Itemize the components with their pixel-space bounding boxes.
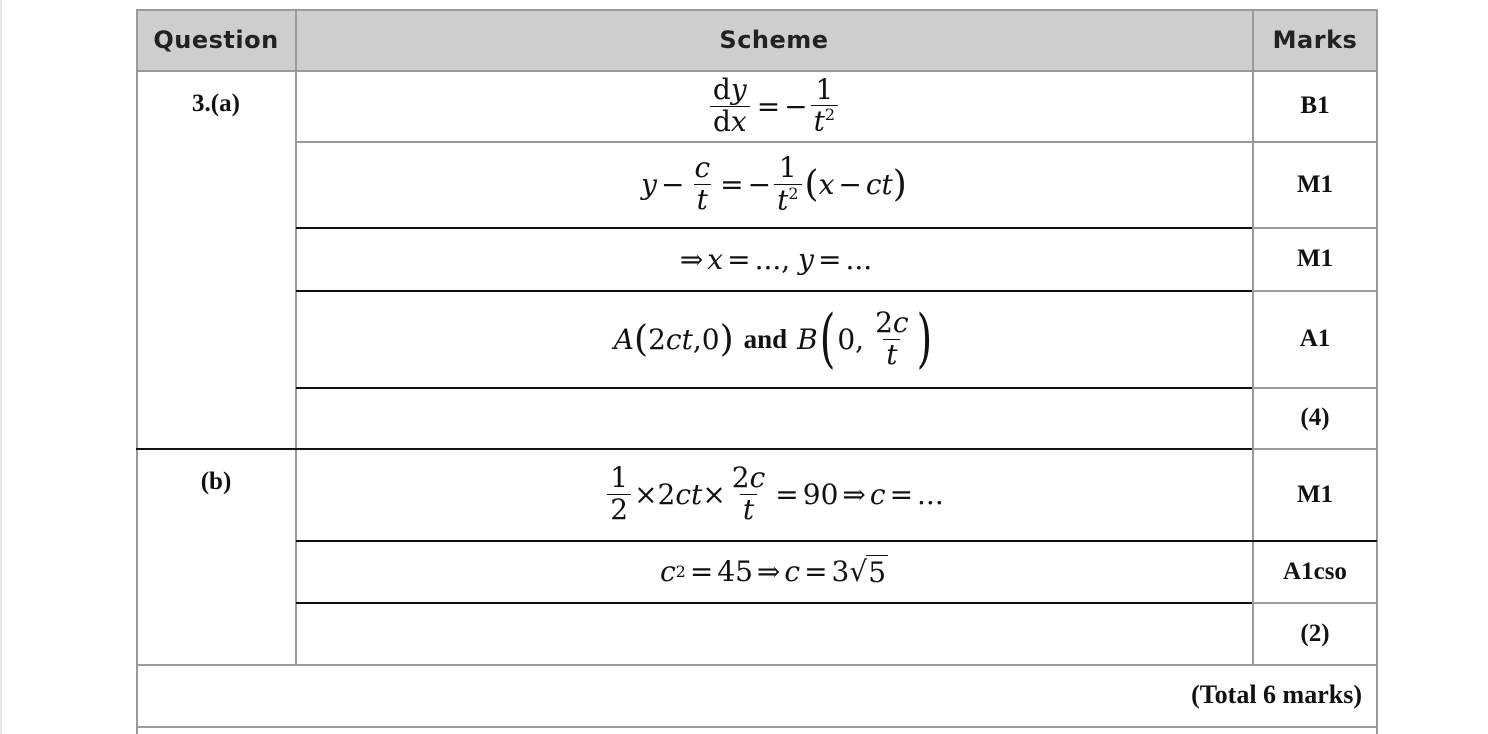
- fraction-one-over-t-squared: $\frac{1}{t^2}$: [774, 153, 801, 216]
- grid-line: [296, 602, 1252, 604]
- scheme-tangent-equation: y − $\frac{c}{t}$ = − $\frac{1}{t^2}$ ( x − ct ): [641, 151, 907, 217]
- mark-cell: M1: [1296, 245, 1334, 272]
- mark-cell: A1: [1299, 325, 1331, 352]
- fraction-dy-dx: $\frac{dy}{dx}$: [710, 75, 750, 138]
- fraction-c-over-t: $\frac{c}{t}$: [694, 151, 711, 216]
- header-question: Question: [153, 26, 279, 54]
- scheme-c-value: c 2 = 45 ⇒ c = 3 √ 5: [659, 555, 887, 589]
- question-label-3a: 3.(a): [192, 90, 240, 117]
- scheme-area-equation: $\frac{1}{2}$ × 2 ct × $\frac{2c}{t}$ = 90 ⇒ c = ...: [296, 449, 1252, 540]
- subtotal-cell: (2): [1300, 619, 1330, 647]
- mark-cell: B1: [1300, 92, 1330, 119]
- scheme-solve-intercepts: ⇒ x = ..., y = ...: [679, 242, 873, 276]
- total-marks: (Total 6 marks): [1191, 680, 1362, 709]
- grid-line: [136, 726, 1377, 728]
- mark-cell: A1cso: [1283, 557, 1347, 585]
- header-scheme: Scheme: [719, 26, 829, 54]
- scheme-derivative: $\frac{dy}{dx}$ = − $\frac{1}{t^2}$: [296, 71, 1252, 141]
- grid-line: [296, 387, 1252, 389]
- connector-and: and: [743, 323, 788, 354]
- scheme-points-a-b: A ( 2 ct ,0 ) and B ( 0, $\frac{2c}{t}$ ): [613, 302, 933, 376]
- fraction-2c-over-t: $\frac{2c}{t}$: [875, 305, 909, 371]
- mark-cell: M1: [1296, 170, 1334, 198]
- subtotal-cell: (4): [1300, 404, 1330, 431]
- mark-cell: M1: [1296, 480, 1334, 508]
- header-marks: Marks: [1272, 26, 1358, 54]
- grid-line: [136, 664, 1377, 666]
- question-label-b: (b): [200, 468, 232, 495]
- fraction-one-half: $\frac{1}{2}$: [607, 463, 631, 526]
- fraction-2c-over-t: $\frac{2c}{t}$: [731, 461, 766, 526]
- fraction-one-over-t-squared: $\frac{1}{t^2}$: [811, 75, 838, 138]
